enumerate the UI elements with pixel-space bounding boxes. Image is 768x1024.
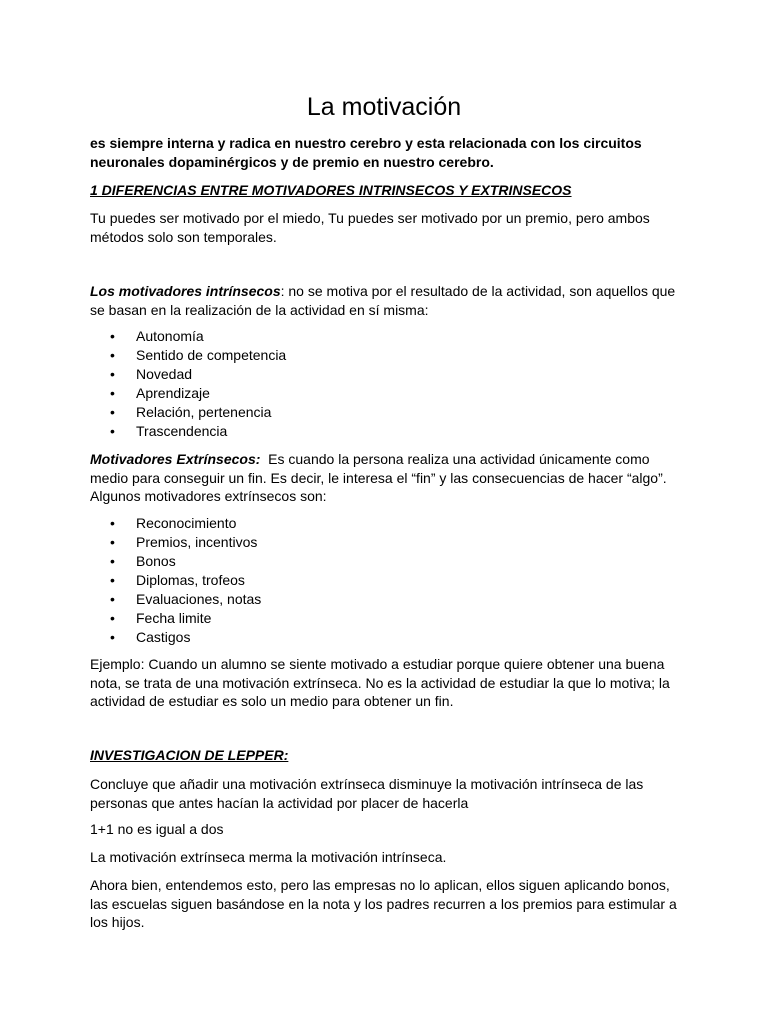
lepper-paragraph-1: Concluye que añadir una motivación extrínseca disminuye la motivación intrínseca de las personas que antes hacían la actividad por placer de hacerla bbox=[90, 776, 644, 811]
example-paragraph: Ejemplo: Cuando un alumno se siente motivado a estudiar porque quiere obtener una buena nota, se trata de una motivación extrínseca. No es la actividad de estudiar la que lo motiva; la actividad de estudiar es solo un medio para obtener un fin. bbox=[90, 656, 670, 709]
list-item: • Reconocimiento bbox=[90, 514, 680, 533]
intrinsic-term: Los motivadores intrínsecos bbox=[90, 283, 281, 299]
extrinsic-list bbox=[90, 514, 680, 647]
intrinsic-list bbox=[90, 327, 680, 441]
page-title: La motivación bbox=[306, 93, 462, 121]
section1-paragraph: Tu puedes ser motivado por el miedo, Tu puedes ser motivado por un premio, pero ambos métodos solo son temporales. bbox=[90, 210, 650, 245]
list-item: • Evaluaciones, notas bbox=[90, 590, 680, 609]
section1-heading: 1 DIFERENCIAS ENTRE MOTIVADORES INTRINSECOS Y EXTRINSECOS bbox=[90, 182, 572, 198]
intrinsic-text: : no se motiva por el resultado de la actividad, son aquellos que se basan en la realización de la actividad en sí misma: bbox=[90, 283, 676, 318]
extrinsic-text: Es cuando la persona realiza una actividad únicamente como medio para conseguir un fin. Es decir, le interesa el “fin” y las consecuencias de hacer “algo”. Algunos motivadores extrínsecos son: bbox=[90, 451, 670, 504]
list-item: • Castigos bbox=[90, 628, 680, 647]
list-item: • Premios, incentivos bbox=[90, 533, 680, 552]
lepper-heading: INVESTIGACION DE LEPPER: bbox=[90, 747, 289, 763]
lepper-paragraph-4: Ahora bien, entendemos esto, pero las empresas no lo aplican, ellos siguen aplicando bonos, las escuelas siguen basándose en la nota y los padres recurren a los premios para estimular a los hijos. bbox=[90, 877, 677, 930]
list-item: • Autonomía bbox=[90, 327, 680, 346]
list-item: • Bonos bbox=[90, 552, 680, 571]
list-item: • Novedad bbox=[90, 365, 680, 384]
list-item: • Diplomas, trofeos bbox=[90, 571, 680, 590]
lepper-paragraph-2: 1+1 no es igual a dos bbox=[90, 821, 224, 837]
extrinsic-term: Motivadores Extrínsecos: bbox=[90, 451, 261, 467]
list-item: • Sentido de competencia bbox=[90, 346, 680, 365]
intrinsic-paragraph bbox=[90, 282, 680, 319]
intro-paragraph: es siempre interna y radica en nuestro cerebro y esta relacionada con los circuitos neuronales dopaminérgicos y de premio en nuestro cerebro. bbox=[90, 135, 642, 170]
extrinsic-paragraph bbox=[90, 450, 680, 506]
list-item: • Fecha limite bbox=[90, 609, 680, 628]
list-item: • Trascendencia bbox=[90, 422, 680, 441]
list-item: • Relación, pertenencia bbox=[90, 403, 680, 422]
lepper-paragraph-3: La motivación extrínseca merma la motivación intrínseca. bbox=[90, 849, 447, 865]
list-item: • Aprendizaje bbox=[90, 384, 680, 403]
